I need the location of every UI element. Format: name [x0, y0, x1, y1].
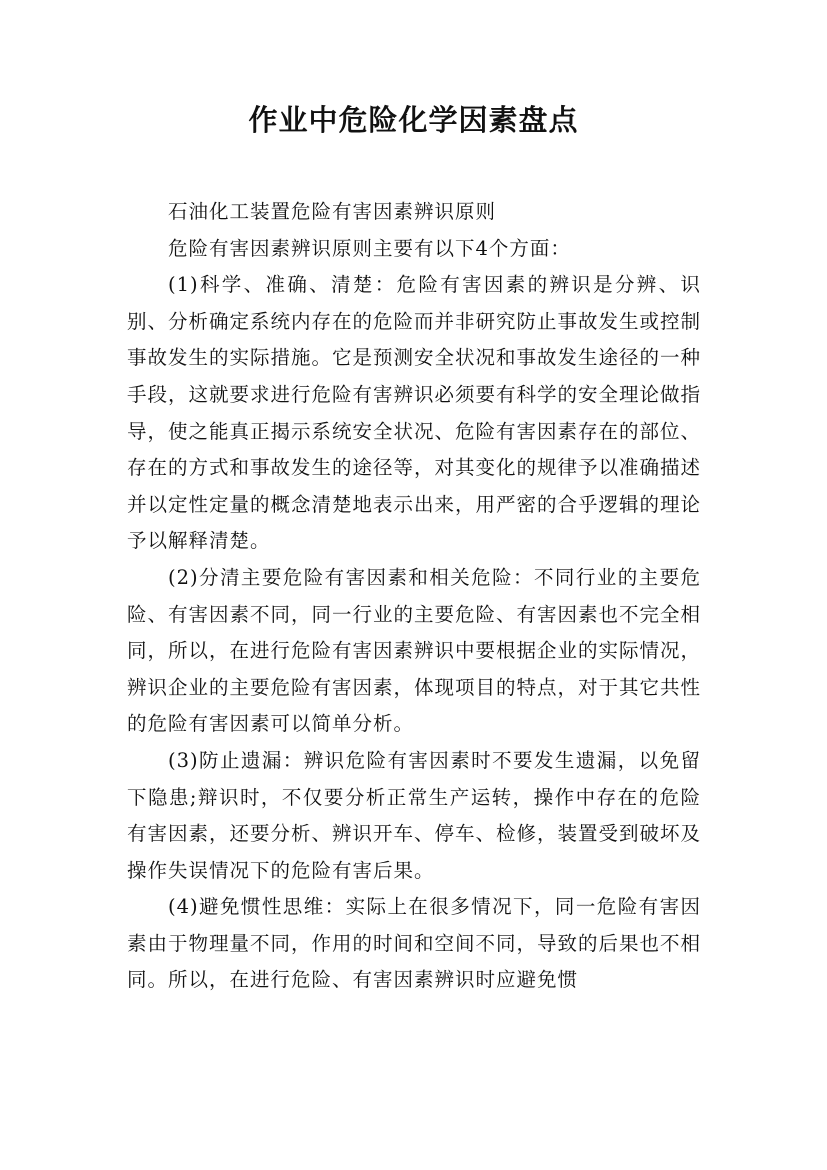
paragraph-intro: 危险有害因素辨识原则主要有以下4个方面：	[168, 236, 571, 260]
paragraph-principle-3: (3)防止遗漏：辨识危险有害因素时不要发生遗漏，以免留下隐患;辩识时，不仅要分析正常生产运转，操作中存在的危险有害因素，还要分析、辨识开车、停车、检修，装置受到破坏及操作失误情况下的危险有害后果。	[127, 748, 702, 882]
document-title: 作业中危险化学因素盘点	[248, 103, 579, 137]
paragraph-heading: 石油化工装置危险有害因素辨识原则	[168, 200, 497, 223]
document-body	[127, 194, 701, 999]
paragraph-principle-4: (4)避免惯性思维：实际上在很多情况下，同一危险有害因素由于物理量不同，作用的时间和空间不同，导致的后果也不相同。所以，在进行危险、有害因素辨识时应避免惯	[127, 895, 702, 992]
paragraph-principle-2: (2)分清主要危险有害因素和相关危险：不同行业的主要危险、有害因素不同，同一行业的主要危险、有害因素也不完全相同，所以，在进行危险有害因素辨识中要根据企业的实际情况，辨识企业的主要危险有害因素，体现项目的特点，对于其它共性的危险有害因素可以简单分析。	[127, 565, 702, 736]
paragraph-principle-1: (1)科学、准确、清楚：危险有害因素的辨识是分辨、识别、分析确定系统内存在的危险而并非研究防止事故发生或控制事故发生的实际措施。它是预测安全状况和事故发生途径的一种手段，这就要求进行危险有害辨识必须要有科学的安全理论做指导，使之能真正揭示系统安全状况、危险有害因素存在的部位、存在的方式和事故发生的途径等，对其变化的规律予以准确描述并以定性定量的概念清楚地表示出来，用严密的合乎逻辑的理论予以解释清楚。	[127, 273, 702, 553]
